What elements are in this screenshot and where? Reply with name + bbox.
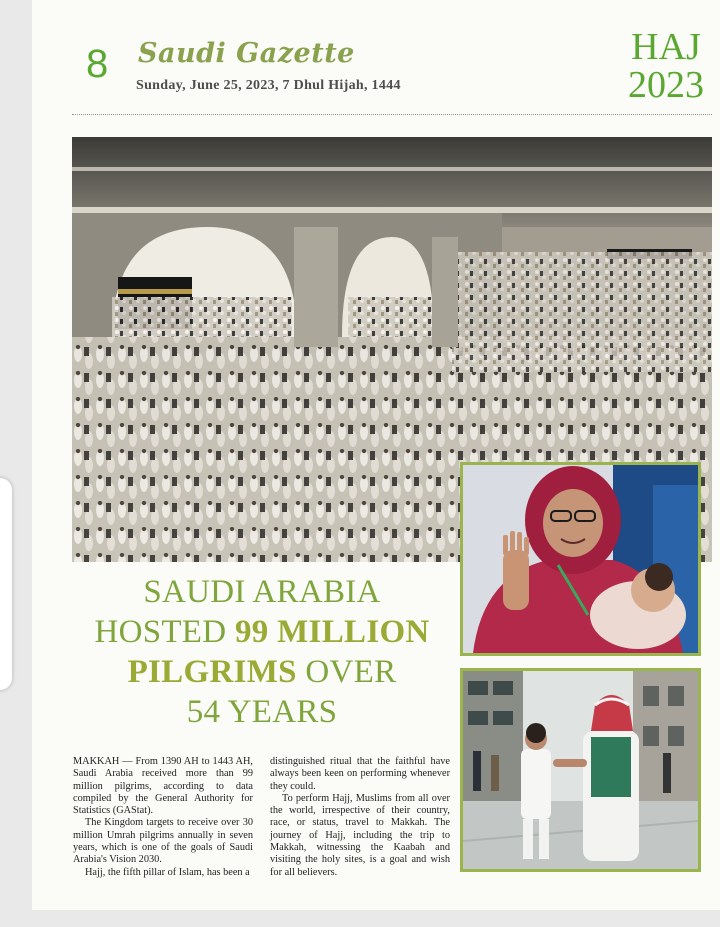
headline-line2 — [72, 612, 452, 652]
section-tag — [616, 28, 716, 104]
paragraph: The Kingdom targets to receive over 30 million Umrah pilgrims annually in seven years, which is one of the goals of Saudi Arabia's Vision 2030. — [73, 817, 253, 866]
newspaper-page — [32, 0, 720, 910]
headline-line1: SAUDI ARABIA — [143, 574, 381, 610]
section-tag-line2: 2023 — [628, 64, 704, 106]
headline-highlight: PILGRIMS — [127, 654, 297, 690]
page-number: 8 — [86, 42, 109, 86]
headline-highlight: 99 MILLION — [234, 614, 430, 650]
viewer-bottom-margin — [32, 910, 720, 927]
article-column-1 — [73, 756, 253, 879]
article-headline — [72, 572, 452, 732]
paragraph: MAKKAH — From 1390 AH to 1443 AH, Saudi Arabia received more than 99 million pilgrims, according to data compiled by the General Authority for Statistics (GAStat). — [73, 756, 253, 817]
viewer-left-margin — [0, 0, 32, 927]
header-rule — [72, 114, 712, 115]
viewer-side-tab[interactable] — [0, 478, 12, 690]
date-line: Sunday, June 25, 2023, 7 Dhul Hijah, 1444 — [136, 78, 401, 93]
headline-line3 — [72, 652, 452, 692]
headline-text: HOSTED — [94, 614, 235, 650]
paragraph: Hajj, the fifth pillar of Islam, has been a — [85, 866, 250, 878]
headline-text: OVER — [296, 654, 397, 690]
article-column-2 — [270, 756, 450, 879]
paragraph: To perform Hajj, Muslims from all over the world, irrespective of their country, race, or status, travel to Makkah. The journey of Hajj, including the trip to Makkah, witnessing the Kaabah and visiting the holy sites, is a goal and wish for all believers. — [270, 792, 450, 878]
paragraph: distinguished ritual that the faithful have always been keen on performing whenever they could. — [270, 756, 450, 792]
masthead-logo: Saudi Gazette — [138, 38, 355, 69]
photo-mother-with-baby — [460, 462, 701, 656]
section-tag-line1: HAJ — [631, 26, 701, 68]
headline-line4: 54 YEARS — [186, 694, 338, 730]
photo-boy-with-volunteer — [460, 668, 701, 872]
